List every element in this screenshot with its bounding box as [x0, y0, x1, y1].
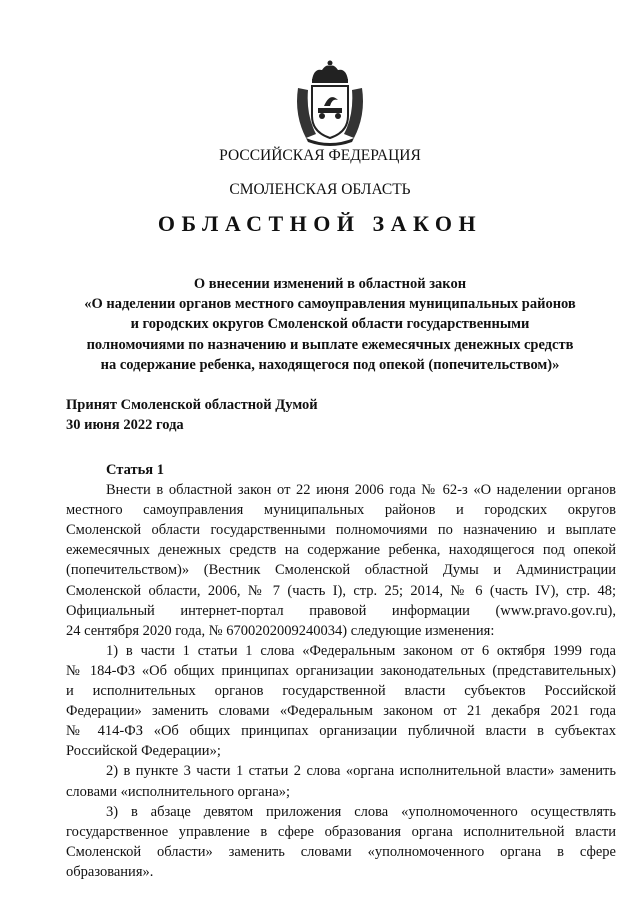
region-heading: СМОЛЕНСКАЯ ОБЛАСТЬ [229, 181, 411, 198]
document-type-heading: ОБЛАСТНОЙ ЗАКОН [157, 211, 483, 236]
text-line: и исполнительных органов государственной власти субъектов Российской [66, 683, 616, 700]
text-line: Официальный интернет-портал правовой информации (www.pravo.gov.ru), [66, 602, 616, 619]
law-title-line: на содержание ребенка, находящегося под опекой (попечительством)» [100, 356, 560, 373]
text-line: № 184-ФЗ «Об общих принципах организации законодательных (представительных) [66, 662, 616, 679]
law-title-line: «О наделении органов местного самоуправления муниципальных районов [84, 296, 576, 313]
text-line: словами «исполнительного органа»; [66, 783, 291, 800]
text-line: (попечительством)» (Вестник Смоленской областной Думы и Администрации [66, 562, 616, 579]
law-title-line: и городских округов Смоленской области государственными [130, 316, 530, 333]
article-heading: Статья 1 [106, 462, 164, 478]
text-line: Внести в областной закон от 22 июня 2006 года № 62-з «О наделении органов [106, 482, 616, 499]
law-title-line: О внесении изменений в областной закон [193, 276, 467, 292]
text-line: государственное управление в сфере образования органа исполнительной власти [66, 823, 616, 840]
article-body [66, 460, 616, 882]
text-line: образования». [66, 863, 154, 880]
adoption-body: Принят Смоленской областной Думой [66, 397, 318, 413]
coat-of-arms-icon [292, 60, 368, 146]
country-heading: РОССИЙСКАЯ ФЕДЕРАЦИЯ [219, 147, 421, 164]
text-line: 2) в пункте 3 части 1 статьи 2 слова «органа исполнительной власти» заменить [106, 763, 616, 780]
adoption-date: 30 июня 2022 года [66, 417, 184, 433]
text-line: 1) в части 1 статьи 1 слова «Федеральным законом от 6 октября 1999 года [106, 642, 616, 659]
text-line: 24 сентября 2020 года, № 6700202009240034) следующие изменения: [66, 622, 495, 639]
text-line: 3) в абзаце девятом приложения слова «уполномоченного осуществлять [106, 803, 616, 820]
text-line: Федерации» заменить словами «Федеральным законом от 21 декабря 2021 года [66, 703, 616, 720]
law-title [80, 274, 580, 375]
text-line: № 414-ФЗ «Об общих принципах организации публичной власти в субъектах [66, 723, 616, 740]
law-title-line: полномочиями по назначению и выплате ежемесячных денежных средств [86, 336, 574, 353]
text-line: Смоленской области государственными полномочиями по назначению и выплате [66, 522, 616, 539]
adoption-info [66, 395, 318, 435]
text-line: Смоленской области, 2006, № 7 (часть I), стр. 25; 2014, № 6 (часть IV), стр. 48; [66, 582, 616, 599]
text-line: ежемесячных денежных средств на содержание ребенка, находящегося под опекой [66, 542, 616, 559]
text-line: Смоленской области» заменить словами «уполномоченного органа в сфере [66, 843, 616, 860]
text-line: местного самоуправления муниципальных районов и городских округов [66, 502, 616, 519]
text-line: Российской Федерации»; [66, 743, 221, 760]
